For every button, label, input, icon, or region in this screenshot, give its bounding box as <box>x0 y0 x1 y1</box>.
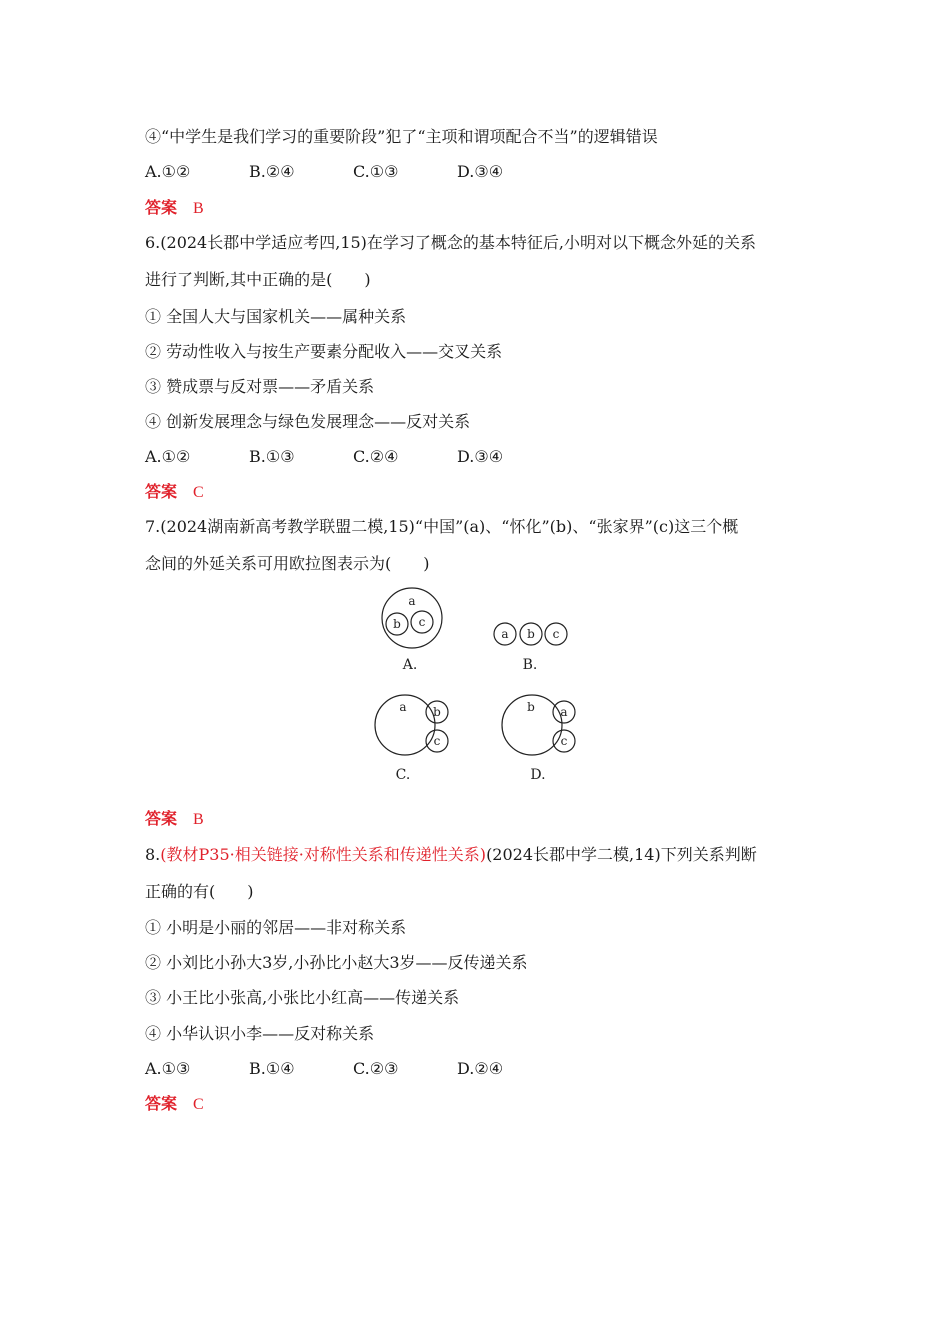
q8-option-b: B.①④ <box>249 1059 295 1078</box>
q8-item-1: ① 小明是小丽的邻居——非对称关系 <box>145 918 407 937</box>
answer-label: 答案 <box>145 198 178 217</box>
diagram-option-d-caption: D. <box>530 767 546 783</box>
q6-stem-line-1: 6.(2024长郡中学适应考四,15)在学习了概念的基本特征后,小明对以下概念外延的关系 <box>145 233 757 252</box>
q5-option-a: A.①② <box>145 162 191 181</box>
q8-number: 8. <box>145 845 161 864</box>
euler-diagram-figure <box>365 585 615 785</box>
answer-label: 答案 <box>145 482 178 501</box>
diagram-option-b-caption: B. <box>522 657 538 673</box>
q8-item-3: ③ 小王比小张高,小张比小红高——传递关系 <box>145 988 460 1007</box>
q6-item-2: ② 劳动性收入与按生产要素分配收入——交叉关系 <box>145 342 503 361</box>
answer-label: 答案 <box>145 809 178 828</box>
answer-label: 答案 <box>145 1094 178 1113</box>
answer-value: C <box>193 1096 204 1113</box>
diagram-d-label-c: c <box>560 734 568 748</box>
q6-option-b: B.①③ <box>249 447 295 466</box>
q8-stem-line-1 <box>145 843 757 867</box>
euler-option-d <box>502 695 575 783</box>
q6-answer <box>145 480 204 505</box>
diagram-b-label-a: a <box>501 627 509 641</box>
q6-stem-line-2: 进行了判断,其中正确的是( ) <box>145 270 371 289</box>
diagram-d-label-b: b <box>527 700 535 714</box>
q7-stem-line-2: 念间的外延关系可用欧拉图表示为( ) <box>145 554 430 573</box>
diagram-a-label-a: a <box>408 594 416 608</box>
diagram-option-c-caption: C. <box>395 767 411 783</box>
q6-options <box>145 445 625 469</box>
q8-stem-line-2: 正确的有( ) <box>145 882 254 901</box>
q7-answer <box>145 807 204 832</box>
euler-option-a <box>382 588 442 673</box>
q6-option-a: A.①② <box>145 447 191 466</box>
q5-item-4: ④“中学生是我们学习的重要阶段”犯了“主项和谓项配合不当”的逻辑错误 <box>145 127 658 146</box>
q8-answer <box>145 1092 204 1117</box>
diagram-a-label-c: c <box>418 615 426 629</box>
diagram-d-label-a: a <box>560 705 568 719</box>
q8-option-a: A.①③ <box>145 1059 191 1078</box>
diagram-option-a-caption: A. <box>402 657 418 673</box>
answer-value: B <box>193 200 204 217</box>
q8-textbook-source-note: (教材P35·相关链接·对称性关系和传递性关系) <box>160 845 487 864</box>
diagram-c-label-a: a <box>399 700 407 714</box>
answer-value: B <box>193 811 204 828</box>
q7-stem-line-1: 7.(2024湖南新高考教学联盟二模,15)“中国”(a)、“怀化”(b)、“张家界”(c)这三个概 <box>145 517 739 536</box>
q5-answer <box>145 196 204 221</box>
q6-option-c: C.②④ <box>353 447 399 466</box>
q5-option-b: B.②④ <box>249 162 295 181</box>
q8-options <box>145 1057 625 1081</box>
q8-stem-rest: (2024长郡中学二模,14)下列关系判断 <box>486 845 757 864</box>
q5-options <box>145 160 625 184</box>
q8-item-2: ② 小刘比小孙大3岁,小孙比小赵大3岁——反传递关系 <box>145 953 528 972</box>
q8-option-c: C.②③ <box>353 1059 399 1078</box>
q6-option-d: D.③④ <box>457 447 504 466</box>
diagram-c-label-c: c <box>433 734 441 748</box>
euler-option-b <box>494 623 567 673</box>
q5-option-d: D.③④ <box>457 162 504 181</box>
q6-item-1: ① 全国人大与国家机关——属种关系 <box>145 307 407 326</box>
answer-value: C <box>193 484 204 501</box>
q8-item-4: ④ 小华认识小李——反对称关系 <box>145 1024 375 1043</box>
q6-item-3: ③ 赞成票与反对票——矛盾关系 <box>145 377 375 396</box>
diagram-c-label-b: b <box>433 705 441 719</box>
q6-item-4: ④ 创新发展理念与绿色发展理念——反对关系 <box>145 412 471 431</box>
q5-option-c: C.①③ <box>353 162 399 181</box>
euler-option-c <box>375 695 448 783</box>
q8-option-d: D.②④ <box>457 1059 504 1078</box>
diagram-a-label-b: b <box>393 617 401 631</box>
diagram-b-label-c: c <box>552 627 560 641</box>
diagram-b-label-b: b <box>527 627 535 641</box>
